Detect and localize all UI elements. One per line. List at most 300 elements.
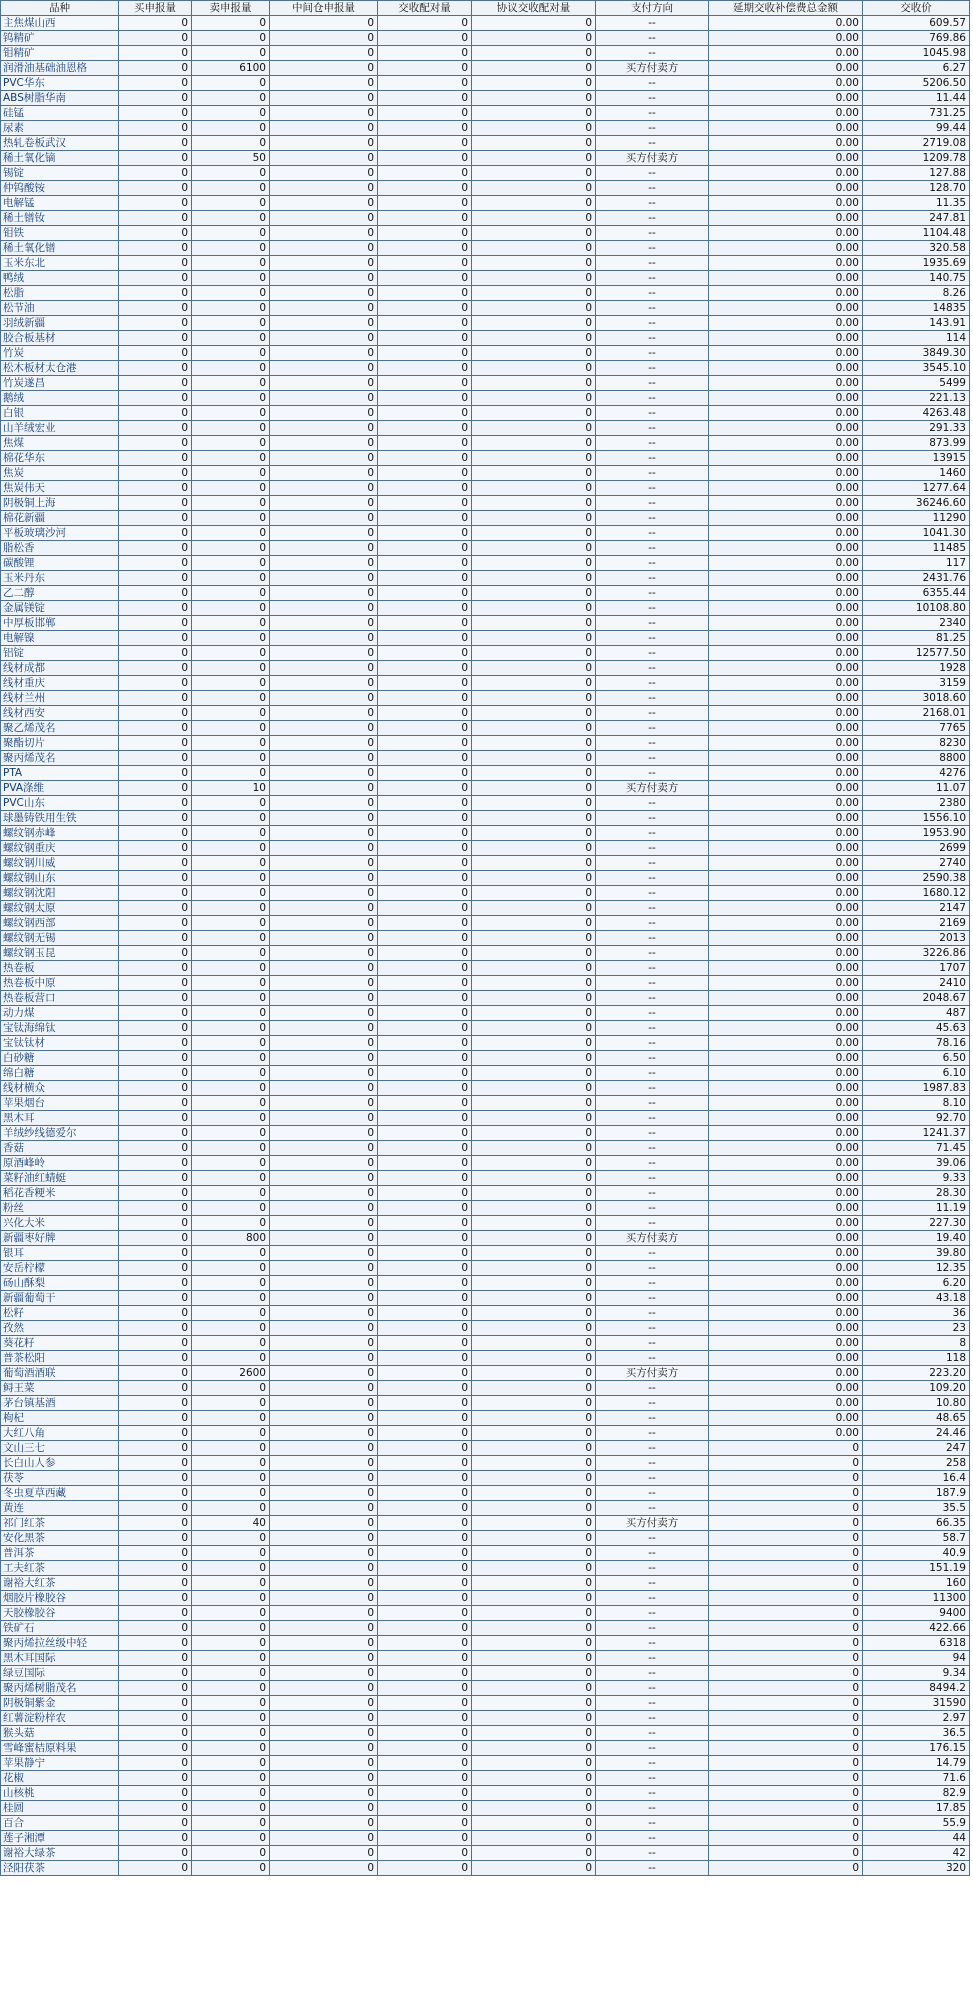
table-row bbox=[1, 1576, 970, 1591]
table-row bbox=[1, 1366, 970, 1381]
deferred-compensation-cell: 0 bbox=[709, 1756, 863, 1771]
payment-direction-cell: -- bbox=[596, 1831, 709, 1846]
sell-declared-cell: 0 bbox=[192, 571, 270, 586]
payment-direction-cell: 买方付卖方 bbox=[596, 1231, 709, 1246]
product-cell: 锡锭 bbox=[1, 166, 119, 181]
payment-direction-cell: -- bbox=[596, 961, 709, 976]
sell-declared-cell: 0 bbox=[192, 526, 270, 541]
table-row bbox=[1, 1246, 970, 1261]
intermediate-declared-cell: 0 bbox=[270, 1426, 378, 1441]
buy-declared-cell: 0 bbox=[119, 1351, 192, 1366]
buy-declared-cell: 0 bbox=[119, 1306, 192, 1321]
buy-declared-cell: 0 bbox=[119, 766, 192, 781]
matched-qty-cell: 0 bbox=[378, 391, 472, 406]
table-row bbox=[1, 511, 970, 526]
product-cell: 焦煤 bbox=[1, 436, 119, 451]
delivery-price-cell: 3226.86 bbox=[863, 946, 970, 961]
delivery-price-cell: 36246.60 bbox=[863, 496, 970, 511]
product-cell: 尿素 bbox=[1, 121, 119, 136]
matched-qty-cell: 0 bbox=[378, 691, 472, 706]
table-row bbox=[1, 436, 970, 451]
deferred-compensation-cell: 0 bbox=[709, 1561, 863, 1576]
payment-direction-cell: -- bbox=[596, 286, 709, 301]
table-row bbox=[1, 1096, 970, 1111]
sell-declared-cell: 0 bbox=[192, 1651, 270, 1666]
sell-declared-cell: 0 bbox=[192, 1276, 270, 1291]
table-row bbox=[1, 391, 970, 406]
agreement-matched-cell: 0 bbox=[472, 1801, 596, 1816]
deferred-compensation-cell: 0.00 bbox=[709, 376, 863, 391]
delivery-price-cell: 3545.10 bbox=[863, 361, 970, 376]
agreement-matched-cell: 0 bbox=[472, 1621, 596, 1636]
intermediate-declared-cell: 0 bbox=[270, 1201, 378, 1216]
intermediate-declared-cell: 0 bbox=[270, 1546, 378, 1561]
buy-declared-cell: 0 bbox=[119, 151, 192, 166]
deferred-compensation-cell: 0.00 bbox=[709, 871, 863, 886]
product-cell: 谢裕大红茶 bbox=[1, 1576, 119, 1591]
sell-declared-cell: 0 bbox=[192, 1306, 270, 1321]
payment-direction-cell: -- bbox=[596, 376, 709, 391]
payment-direction-cell: -- bbox=[596, 901, 709, 916]
table-row bbox=[1, 616, 970, 631]
matched-qty-cell: 0 bbox=[378, 436, 472, 451]
buy-declared-cell: 0 bbox=[119, 346, 192, 361]
payment-direction-cell: -- bbox=[596, 1441, 709, 1456]
table-row bbox=[1, 646, 970, 661]
payment-direction-cell: -- bbox=[596, 766, 709, 781]
agreement-matched-cell: 0 bbox=[472, 1771, 596, 1786]
buy-declared-cell: 0 bbox=[119, 166, 192, 181]
agreement-matched-cell: 0 bbox=[472, 1021, 596, 1036]
matched-qty-cell: 0 bbox=[378, 1546, 472, 1561]
matched-qty-cell: 0 bbox=[378, 916, 472, 931]
agreement-matched-cell: 0 bbox=[472, 646, 596, 661]
agreement-matched-cell: 0 bbox=[472, 1096, 596, 1111]
deferred-compensation-cell: 0.00 bbox=[709, 1201, 863, 1216]
intermediate-declared-cell: 0 bbox=[270, 331, 378, 346]
agreement-matched-cell: 0 bbox=[472, 1426, 596, 1441]
delivery-price-cell: 66.35 bbox=[863, 1516, 970, 1531]
buy-declared-cell: 0 bbox=[119, 901, 192, 916]
matched-qty-cell: 0 bbox=[378, 346, 472, 361]
delivery-price-cell: 2.97 bbox=[863, 1711, 970, 1726]
sell-declared-cell: 0 bbox=[192, 901, 270, 916]
sell-declared-cell: 0 bbox=[192, 1126, 270, 1141]
intermediate-declared-cell: 0 bbox=[270, 586, 378, 601]
agreement-matched-cell: 0 bbox=[472, 1666, 596, 1681]
delivery-price-cell: 11.44 bbox=[863, 91, 970, 106]
agreement-matched-cell: 0 bbox=[472, 1696, 596, 1711]
sell-declared-cell: 0 bbox=[192, 1696, 270, 1711]
table-row bbox=[1, 211, 970, 226]
sell-declared-cell: 0 bbox=[192, 271, 270, 286]
agreement-matched-cell: 0 bbox=[472, 631, 596, 646]
table-row bbox=[1, 46, 970, 61]
intermediate-declared-cell: 0 bbox=[270, 991, 378, 1006]
payment-direction-cell: -- bbox=[596, 841, 709, 856]
agreement-matched-cell: 0 bbox=[472, 1171, 596, 1186]
table-row bbox=[1, 1321, 970, 1336]
product-cell: 泾阳茯茶 bbox=[1, 1861, 119, 1876]
matched-qty-cell: 0 bbox=[378, 31, 472, 46]
sell-declared-cell: 0 bbox=[192, 121, 270, 136]
payment-direction-cell: -- bbox=[596, 271, 709, 286]
agreement-matched-cell: 0 bbox=[472, 571, 596, 586]
agreement-matched-cell: 0 bbox=[472, 166, 596, 181]
sell-declared-cell: 0 bbox=[192, 661, 270, 676]
matched-qty-cell: 0 bbox=[378, 1801, 472, 1816]
table-row bbox=[1, 916, 970, 931]
payment-direction-cell: -- bbox=[596, 181, 709, 196]
table-row bbox=[1, 1261, 970, 1276]
deferred-compensation-cell: 0.00 bbox=[709, 1051, 863, 1066]
matched-qty-cell: 0 bbox=[378, 166, 472, 181]
delivery-price-cell: 422.66 bbox=[863, 1621, 970, 1636]
payment-direction-cell: -- bbox=[596, 1666, 709, 1681]
agreement-matched-cell: 0 bbox=[472, 1681, 596, 1696]
intermediate-declared-cell: 0 bbox=[270, 181, 378, 196]
product-cell: 原酒峰岭 bbox=[1, 1156, 119, 1171]
product-cell: 聚酯切片 bbox=[1, 736, 119, 751]
product-cell: 螺纹钢玉昆 bbox=[1, 946, 119, 961]
delivery-price-cell: 9.34 bbox=[863, 1666, 970, 1681]
buy-declared-cell: 0 bbox=[119, 1771, 192, 1786]
agreement-matched-cell: 0 bbox=[472, 1336, 596, 1351]
intermediate-declared-cell: 0 bbox=[270, 766, 378, 781]
intermediate-declared-cell: 0 bbox=[270, 421, 378, 436]
intermediate-declared-cell: 0 bbox=[270, 301, 378, 316]
payment-direction-cell: -- bbox=[596, 1786, 709, 1801]
deferred-compensation-cell: 0.00 bbox=[709, 1081, 863, 1096]
sell-declared-cell: 0 bbox=[192, 1351, 270, 1366]
sell-declared-cell: 0 bbox=[192, 721, 270, 736]
deferred-compensation-cell: 0 bbox=[709, 1576, 863, 1591]
matched-qty-cell: 0 bbox=[378, 706, 472, 721]
intermediate-declared-cell: 0 bbox=[270, 1456, 378, 1471]
table-row bbox=[1, 16, 970, 31]
table-row bbox=[1, 1591, 970, 1606]
deferred-compensation-cell: 0 bbox=[709, 1771, 863, 1786]
delivery-price-cell: 71.6 bbox=[863, 1771, 970, 1786]
product-cell: 花椒 bbox=[1, 1771, 119, 1786]
sell-declared-cell: 0 bbox=[192, 1291, 270, 1306]
payment-direction-cell: -- bbox=[596, 1861, 709, 1876]
deferred-compensation-cell: 0 bbox=[709, 1861, 863, 1876]
deferred-compensation-cell: 0.00 bbox=[709, 286, 863, 301]
deferred-compensation-cell: 0.00 bbox=[709, 226, 863, 241]
matched-qty-cell: 0 bbox=[378, 1471, 472, 1486]
matched-qty-cell: 0 bbox=[378, 1006, 472, 1021]
buy-declared-cell: 0 bbox=[119, 1726, 192, 1741]
intermediate-declared-cell: 0 bbox=[270, 1156, 378, 1171]
sell-declared-cell: 0 bbox=[192, 1456, 270, 1471]
deferred-compensation-cell: 0.00 bbox=[709, 391, 863, 406]
delivery-price-cell: 1460 bbox=[863, 466, 970, 481]
delivery-price-cell: 5206.50 bbox=[863, 76, 970, 91]
matched-qty-cell: 0 bbox=[378, 1861, 472, 1876]
matched-qty-cell: 0 bbox=[378, 1606, 472, 1621]
sell-declared-cell: 0 bbox=[192, 1081, 270, 1096]
buy-declared-cell: 0 bbox=[119, 586, 192, 601]
buy-declared-cell: 0 bbox=[119, 226, 192, 241]
product-cell: 乙二醇 bbox=[1, 586, 119, 601]
buy-declared-cell: 0 bbox=[119, 46, 192, 61]
agreement-matched-cell: 0 bbox=[472, 286, 596, 301]
intermediate-declared-cell: 0 bbox=[270, 1696, 378, 1711]
intermediate-declared-cell: 0 bbox=[270, 391, 378, 406]
product-cell: 胶合板基材 bbox=[1, 331, 119, 346]
sell-declared-cell: 0 bbox=[192, 226, 270, 241]
sell-declared-cell: 0 bbox=[192, 391, 270, 406]
payment-direction-cell: -- bbox=[596, 1021, 709, 1036]
delivery-price-cell: 19.40 bbox=[863, 1231, 970, 1246]
delivery-price-cell: 1928 bbox=[863, 661, 970, 676]
table-row bbox=[1, 1561, 970, 1576]
buy-declared-cell: 0 bbox=[119, 1186, 192, 1201]
payment-direction-cell: -- bbox=[596, 721, 709, 736]
matched-qty-cell: 0 bbox=[378, 361, 472, 376]
delivery-price-cell: 55.9 bbox=[863, 1816, 970, 1831]
delivery-price-cell: 71.45 bbox=[863, 1141, 970, 1156]
product-cell: 茅台镇基酒 bbox=[1, 1396, 119, 1411]
intermediate-declared-cell: 0 bbox=[270, 1276, 378, 1291]
sell-declared-cell: 0 bbox=[192, 1606, 270, 1621]
payment-direction-cell: -- bbox=[596, 1606, 709, 1621]
matched-qty-cell: 0 bbox=[378, 451, 472, 466]
table-row bbox=[1, 1726, 970, 1741]
delivery-price-cell: 78.16 bbox=[863, 1036, 970, 1051]
deferred-compensation-cell: 0.00 bbox=[709, 1126, 863, 1141]
matched-qty-cell: 0 bbox=[378, 946, 472, 961]
matched-qty-cell: 0 bbox=[378, 76, 472, 91]
deferred-compensation-cell: 0.00 bbox=[709, 721, 863, 736]
agreement-matched-cell: 0 bbox=[472, 766, 596, 781]
buy-declared-cell: 0 bbox=[119, 991, 192, 1006]
matched-qty-cell: 0 bbox=[378, 406, 472, 421]
intermediate-declared-cell: 0 bbox=[270, 346, 378, 361]
payment-direction-cell: -- bbox=[596, 871, 709, 886]
deferred-compensation-cell: 0.00 bbox=[709, 271, 863, 286]
intermediate-declared-cell: 0 bbox=[270, 1261, 378, 1276]
payment-direction-cell: -- bbox=[596, 331, 709, 346]
table-row bbox=[1, 856, 970, 871]
table-row bbox=[1, 751, 970, 766]
payment-direction-cell: -- bbox=[596, 676, 709, 691]
delivery-price-cell: 3849.30 bbox=[863, 346, 970, 361]
agreement-matched-cell: 0 bbox=[472, 1741, 596, 1756]
sell-declared-cell: 0 bbox=[192, 931, 270, 946]
intermediate-declared-cell: 0 bbox=[270, 796, 378, 811]
payment-direction-cell: -- bbox=[596, 1756, 709, 1771]
matched-qty-cell: 0 bbox=[378, 1021, 472, 1036]
product-cell: 螺纹钢太原 bbox=[1, 901, 119, 916]
delivery-price-cell: 6.27 bbox=[863, 61, 970, 76]
delivery-price-cell: 1987.83 bbox=[863, 1081, 970, 1096]
delivery-price-cell: 320 bbox=[863, 1861, 970, 1876]
sell-declared-cell: 0 bbox=[192, 976, 270, 991]
sell-declared-cell: 0 bbox=[192, 76, 270, 91]
buy-declared-cell: 0 bbox=[119, 661, 192, 676]
matched-qty-cell: 0 bbox=[378, 1486, 472, 1501]
sell-declared-cell: 0 bbox=[192, 451, 270, 466]
buy-declared-cell: 0 bbox=[119, 1606, 192, 1621]
payment-direction-cell: -- bbox=[596, 511, 709, 526]
sell-declared-cell: 0 bbox=[192, 1711, 270, 1726]
payment-direction-cell: -- bbox=[596, 1471, 709, 1486]
product-cell: 硅锰 bbox=[1, 106, 119, 121]
deferred-compensation-cell: 0 bbox=[709, 1531, 863, 1546]
buy-declared-cell: 0 bbox=[119, 631, 192, 646]
buy-declared-cell: 0 bbox=[119, 1786, 192, 1801]
buy-declared-cell: 0 bbox=[119, 391, 192, 406]
delivery-price-cell: 11300 bbox=[863, 1591, 970, 1606]
intermediate-declared-cell: 0 bbox=[270, 1816, 378, 1831]
buy-declared-cell: 0 bbox=[119, 736, 192, 751]
payment-direction-cell: -- bbox=[596, 1141, 709, 1156]
deferred-compensation-cell: 0.00 bbox=[709, 631, 863, 646]
product-cell: ABS树脂华南 bbox=[1, 91, 119, 106]
sell-declared-cell: 0 bbox=[192, 1756, 270, 1771]
buy-declared-cell: 0 bbox=[119, 1096, 192, 1111]
delivery-price-cell: 1045.98 bbox=[863, 46, 970, 61]
product-cell: 长白山人参 bbox=[1, 1456, 119, 1471]
delivery-price-cell: 140.75 bbox=[863, 271, 970, 286]
delivery-price-cell: 39.06 bbox=[863, 1156, 970, 1171]
matched-qty-cell: 0 bbox=[378, 766, 472, 781]
buy-declared-cell: 0 bbox=[119, 241, 192, 256]
buy-declared-cell: 0 bbox=[119, 1006, 192, 1021]
delivery-price-cell: 6.20 bbox=[863, 1276, 970, 1291]
sell-declared-cell: 0 bbox=[192, 691, 270, 706]
payment-direction-cell: -- bbox=[596, 1501, 709, 1516]
deferred-compensation-cell: 0.00 bbox=[709, 1141, 863, 1156]
delivery-price-cell: 176.15 bbox=[863, 1741, 970, 1756]
intermediate-declared-cell: 0 bbox=[270, 466, 378, 481]
matched-qty-cell: 0 bbox=[378, 646, 472, 661]
intermediate-declared-cell: 0 bbox=[270, 1186, 378, 1201]
sell-declared-cell: 0 bbox=[192, 436, 270, 451]
delivery-price-cell: 11.19 bbox=[863, 1201, 970, 1216]
table-row bbox=[1, 1291, 970, 1306]
matched-qty-cell: 0 bbox=[378, 1846, 472, 1861]
payment-direction-cell: -- bbox=[596, 1036, 709, 1051]
agreement-matched-cell: 0 bbox=[472, 301, 596, 316]
payment-direction-cell: -- bbox=[596, 1561, 709, 1576]
product-cell: 铝锭 bbox=[1, 646, 119, 661]
product-cell: 新疆枣好牌 bbox=[1, 1231, 119, 1246]
payment-direction-cell: -- bbox=[596, 1411, 709, 1426]
table-row bbox=[1, 1816, 970, 1831]
product-cell: PVC华东 bbox=[1, 76, 119, 91]
deferred-compensation-cell: 0.00 bbox=[709, 166, 863, 181]
product-cell: 碳酸锂 bbox=[1, 556, 119, 571]
deferred-compensation-cell: 0 bbox=[709, 1501, 863, 1516]
delivery-price-cell: 1935.69 bbox=[863, 256, 970, 271]
payment-direction-cell: -- bbox=[596, 1531, 709, 1546]
intermediate-declared-cell: 0 bbox=[270, 1831, 378, 1846]
intermediate-declared-cell: 0 bbox=[270, 91, 378, 106]
sell-declared-cell: 50 bbox=[192, 151, 270, 166]
payment-direction-cell: -- bbox=[596, 1591, 709, 1606]
sell-declared-cell: 0 bbox=[192, 256, 270, 271]
intermediate-declared-cell: 0 bbox=[270, 856, 378, 871]
intermediate-declared-cell: 0 bbox=[270, 1036, 378, 1051]
sell-declared-cell: 0 bbox=[192, 736, 270, 751]
buy-declared-cell: 0 bbox=[119, 946, 192, 961]
buy-declared-cell: 0 bbox=[119, 301, 192, 316]
product-cell: 螺纹钢重庆 bbox=[1, 841, 119, 856]
product-cell: 桂圆 bbox=[1, 1801, 119, 1816]
table-row bbox=[1, 1066, 970, 1081]
matched-qty-cell: 0 bbox=[378, 1156, 472, 1171]
col-header-payment-direction: 支付方向 bbox=[596, 1, 709, 16]
matched-qty-cell: 0 bbox=[378, 721, 472, 736]
intermediate-declared-cell: 0 bbox=[270, 1636, 378, 1651]
deferred-compensation-cell: 0.00 bbox=[709, 916, 863, 931]
product-cell: 阴极铜上海 bbox=[1, 496, 119, 511]
matched-qty-cell: 0 bbox=[378, 301, 472, 316]
intermediate-declared-cell: 0 bbox=[270, 436, 378, 451]
payment-direction-cell: -- bbox=[596, 226, 709, 241]
table-row bbox=[1, 1786, 970, 1801]
intermediate-declared-cell: 0 bbox=[270, 376, 378, 391]
buy-declared-cell: 0 bbox=[119, 16, 192, 31]
delivery-price-cell: 8494.2 bbox=[863, 1681, 970, 1696]
product-cell: 热卷板营口 bbox=[1, 991, 119, 1006]
intermediate-declared-cell: 0 bbox=[270, 1861, 378, 1876]
deferred-compensation-cell: 0.00 bbox=[709, 931, 863, 946]
agreement-matched-cell: 0 bbox=[472, 1066, 596, 1081]
deferred-compensation-cell: 0.00 bbox=[709, 796, 863, 811]
intermediate-declared-cell: 0 bbox=[270, 1231, 378, 1246]
sell-declared-cell: 0 bbox=[192, 631, 270, 646]
delivery-price-cell: 2169 bbox=[863, 916, 970, 931]
intermediate-declared-cell: 0 bbox=[270, 256, 378, 271]
sell-declared-cell: 0 bbox=[192, 1156, 270, 1171]
sell-declared-cell: 0 bbox=[192, 1501, 270, 1516]
product-cell: 钼精矿 bbox=[1, 46, 119, 61]
matched-qty-cell: 0 bbox=[378, 421, 472, 436]
table-row bbox=[1, 1231, 970, 1246]
product-cell: 羽绒新疆 bbox=[1, 316, 119, 331]
sell-declared-cell: 0 bbox=[192, 1141, 270, 1156]
payment-direction-cell: -- bbox=[596, 1651, 709, 1666]
product-cell: 脂松香 bbox=[1, 541, 119, 556]
agreement-matched-cell: 0 bbox=[472, 886, 596, 901]
product-cell: 烟胶片橡胶谷 bbox=[1, 1591, 119, 1606]
sell-declared-cell: 0 bbox=[192, 466, 270, 481]
agreement-matched-cell: 0 bbox=[472, 1081, 596, 1096]
payment-direction-cell: -- bbox=[596, 1246, 709, 1261]
matched-qty-cell: 0 bbox=[378, 46, 472, 61]
product-cell: 松节油 bbox=[1, 301, 119, 316]
table-row bbox=[1, 271, 970, 286]
delivery-price-cell: 40.9 bbox=[863, 1546, 970, 1561]
sell-declared-cell: 0 bbox=[192, 1441, 270, 1456]
sell-declared-cell: 0 bbox=[192, 1846, 270, 1861]
intermediate-declared-cell: 0 bbox=[270, 1111, 378, 1126]
col-header-delivery-price: 交收价 bbox=[863, 1, 970, 16]
deferred-compensation-cell: 0 bbox=[709, 1606, 863, 1621]
deferred-compensation-cell: 0.00 bbox=[709, 1111, 863, 1126]
agreement-matched-cell: 0 bbox=[472, 76, 596, 91]
delivery-price-cell: 6.10 bbox=[863, 1066, 970, 1081]
deferred-compensation-cell: 0.00 bbox=[709, 586, 863, 601]
delivery-price-cell: 10.80 bbox=[863, 1396, 970, 1411]
sell-declared-cell: 0 bbox=[192, 1591, 270, 1606]
buy-declared-cell: 0 bbox=[119, 1036, 192, 1051]
buy-declared-cell: 0 bbox=[119, 811, 192, 826]
